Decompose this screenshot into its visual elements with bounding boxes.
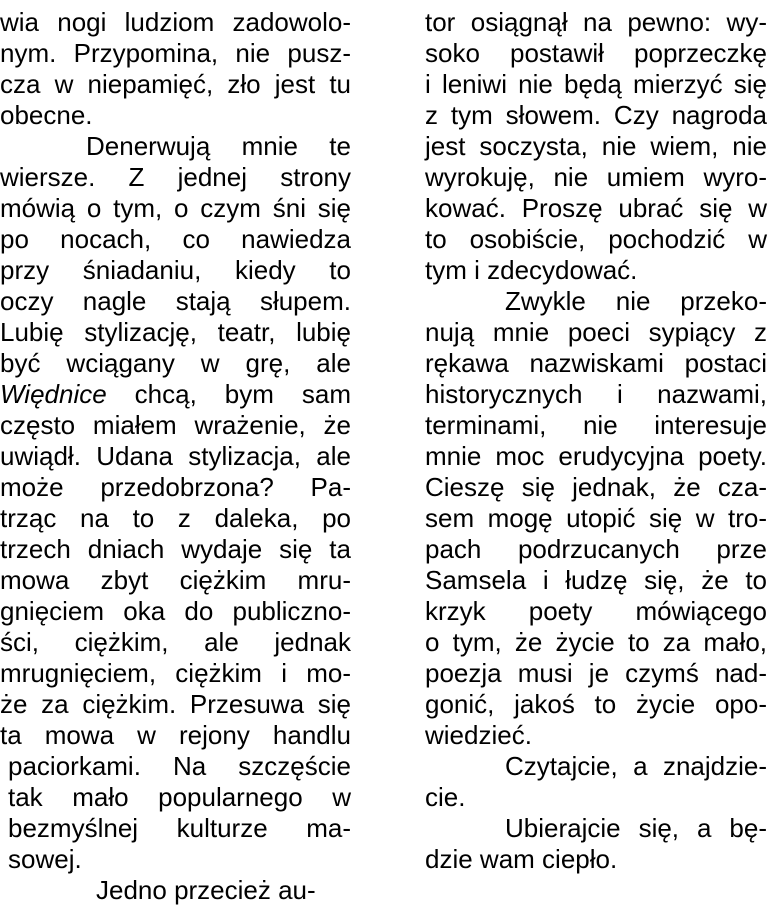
text-line: Jedno przecież au- <box>96 875 316 905</box>
text-line: jest soczysta, nie wiem, nie <box>425 131 767 161</box>
text-line: że za ciężkim. Przesuwa się <box>0 689 351 719</box>
text-line: pach podrzucanych prze <box>425 534 767 564</box>
text-line: mnie moc erudycyjna poety. <box>425 441 767 471</box>
text-line: Lubię stylizację, teatr, lubię <box>0 317 351 347</box>
text-line <box>0 379 351 410</box>
text-line: często miałem wrażenie, że <box>0 410 351 440</box>
text-line: tak mało popularnego w <box>8 782 351 812</box>
text-line: może przedobrzona? Pa- <box>0 472 351 502</box>
text-line: obecne. <box>0 100 93 130</box>
text-line: cza w niepamięć, zło jest tu <box>0 69 351 99</box>
text-line: historycznych i nazwami, <box>425 379 767 409</box>
text-line: ta mowa w rejony handlu <box>0 720 351 750</box>
text-line: rękawa nazwiskami postaci <box>425 348 767 378</box>
text-line: Ubierajcie się, a bę- <box>505 813 767 843</box>
text-line: poezja musi je czymś nad- <box>425 658 767 688</box>
right-column <box>425 0 767 875</box>
text-line: sowej. <box>8 844 82 874</box>
text-line: tor osiągnął na pewno: wy- <box>425 7 767 37</box>
text-line: Cieszę się jednak, że cza- <box>425 472 767 502</box>
text-line: sem mogę utopić się w tro- <box>425 503 767 533</box>
text-line: mowa zbyt ciężkim mru- <box>0 565 351 595</box>
text-line: uwiądł. Udana stylizacja, ale <box>0 441 351 471</box>
text-line: trzech dniach wydaje się ta <box>0 534 351 564</box>
text-line: wiedzieć. <box>425 720 532 750</box>
text-line: Zwykle nie przeko- <box>505 286 767 316</box>
text-line: krzyk poety mówiącego <box>425 596 767 626</box>
text-line: trząc na to z daleka, po <box>0 503 351 533</box>
text-line: i leniwi nie będą mierzyć się <box>425 69 767 99</box>
text-line: paciorkami. Na szczęście <box>8 751 351 781</box>
text-line: być wciągany w grę, ale <box>0 348 351 378</box>
text-line: nują mnie poeci sypiący z <box>425 317 767 347</box>
text-line: to osobiście, pochodzić w <box>425 224 767 254</box>
text-line: mrugnięciem, ciężkim i mo- <box>0 658 351 688</box>
text-line: po nocach, co nawiedza <box>0 224 351 254</box>
text-line: kować. Proszę ubrać się w <box>425 193 767 223</box>
text-line: z tym słowem. Czy nagroda <box>425 100 767 130</box>
text-line: Czytajcie, a znajdzie- <box>505 751 767 781</box>
text-line: wiersze. Z jednej strony <box>0 162 351 192</box>
text-line: wyrokuję, nie umiem wyro- <box>425 162 767 192</box>
text-line: soko postawił poprzeczkę <box>425 38 767 68</box>
text-line: bezmyślnej kulturze ma- <box>8 813 351 843</box>
text-line: dzie wam ciepło. <box>425 844 618 874</box>
text-line: tym i zdecydować. <box>425 255 638 285</box>
text-line: przy śniadaniu, kiedy to <box>0 255 351 285</box>
text-line: o tym, że życie to za mało, <box>425 627 767 657</box>
text-line: gonić, jakoś to życie opo- <box>425 689 767 719</box>
text-line: terminami, nie interesuje <box>425 410 767 440</box>
text-line: Samsela i łudzę się, że to <box>425 565 767 595</box>
text-line: nym. Przypomina, nie pusz- <box>0 38 351 68</box>
book-title: Więdnice <box>0 379 107 409</box>
text-line: ści, ciężkim, ale jednak <box>0 627 351 657</box>
text-line: Denerwują mnie te <box>86 131 351 161</box>
text-line: oczy nagle stają słupem. <box>0 286 351 316</box>
text-line: mówią o tym, o czym śni się <box>0 193 351 223</box>
left-column <box>0 0 351 906</box>
text-fragment: chcą, bym sam <box>106 379 351 409</box>
text-line: gnięciem oka do publiczno- <box>0 596 351 626</box>
text-line: cie. <box>425 782 466 812</box>
text-line: wia nogi ludziom zadowolo- <box>0 7 351 37</box>
